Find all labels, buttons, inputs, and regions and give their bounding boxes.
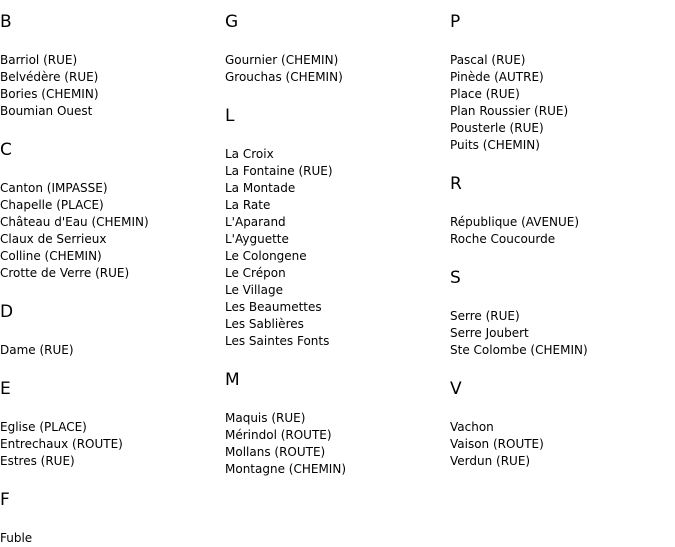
street-item: Château d'Eau (CHEMIN) — [0, 215, 149, 229]
street-item: Entrechaux (ROUTE) — [0, 437, 123, 451]
street-item: La Rate — [225, 198, 271, 212]
street-item: Mérindol (ROUTE) — [225, 428, 332, 442]
street-item: Pascal (RUE) — [450, 53, 526, 67]
street-item: Les Beaumettes — [225, 300, 322, 314]
street-item: Fuble — [0, 531, 33, 545]
street-item: Dame (RUE) — [0, 343, 74, 357]
street-item: Bories (CHEMIN) — [0, 87, 99, 101]
letter-group-d — [0, 302, 74, 359]
section-letter: S — [450, 268, 461, 288]
street-item: Les Sablières — [225, 317, 304, 331]
street-list — [0, 52, 99, 120]
street-item: Serre (RUE) — [450, 309, 520, 323]
section-letter: R — [450, 174, 462, 194]
section-letter: M — [225, 370, 240, 390]
letter-group-c — [0, 140, 149, 282]
street-item: L'Ayguette — [225, 232, 289, 246]
letter-group-l — [225, 106, 333, 350]
street-item: L'Aparand — [225, 215, 286, 229]
street-item: Claux de Serrieux — [0, 232, 107, 246]
section-letter: B — [0, 12, 12, 32]
street-item: Le Colongene — [225, 249, 307, 263]
street-list — [450, 52, 568, 154]
street-item: Chapelle (PLACE) — [0, 198, 104, 212]
street-item: Le Crépon — [225, 266, 286, 280]
section-letter: F — [0, 490, 10, 510]
street-item: Place (RUE) — [450, 87, 520, 101]
section-letter: V — [450, 379, 462, 399]
street-item: Eglise (PLACE) — [0, 420, 87, 434]
street-item: Barriol (RUE) — [0, 53, 78, 67]
street-item: Canton (IMPASSE) — [0, 181, 108, 195]
street-item: Belvédère (RUE) — [0, 70, 99, 84]
section-letter: L — [225, 106, 235, 126]
letter-group-m — [225, 370, 346, 478]
section-letter: C — [0, 140, 12, 160]
letter-group-g — [225, 12, 343, 86]
letter-group-s — [450, 268, 588, 359]
section-letter: G — [225, 12, 239, 32]
section-letter: D — [0, 302, 14, 322]
letter-group-r — [450, 174, 579, 248]
letter-group-p — [450, 12, 568, 154]
street-item: Mollans (ROUTE) — [225, 445, 326, 459]
street-item: La Montade — [225, 181, 296, 195]
street-item: Pousterle (RUE) — [450, 121, 544, 135]
street-item: Boumian Ouest — [0, 104, 93, 118]
street-list — [450, 214, 579, 248]
street-list — [0, 342, 74, 359]
street-item: Montagne (CHEMIN) — [225, 462, 346, 476]
street-list — [450, 419, 544, 470]
letter-group-b — [0, 12, 99, 120]
street-item: Serre Joubert — [450, 326, 529, 340]
street-list — [0, 419, 123, 470]
street-item: Grouchas (CHEMIN) — [225, 70, 343, 84]
street-list — [225, 410, 346, 478]
street-item: Verdun (RUE) — [450, 454, 531, 468]
street-item: Les Saintes Fonts — [225, 334, 330, 348]
street-item: Gournier (CHEMIN) — [225, 53, 339, 67]
street-list — [0, 530, 32, 547]
street-item: Roche Coucourde — [450, 232, 556, 246]
street-item: Estres (RUE) — [0, 454, 75, 468]
street-item: Vaison (ROUTE) — [450, 437, 544, 451]
street-list — [225, 146, 333, 350]
street-list — [450, 308, 588, 359]
street-item: Le Village — [225, 283, 283, 297]
street-list — [0, 180, 149, 282]
street-item: Crotte de Verre (RUE) — [0, 266, 130, 280]
street-list — [225, 52, 343, 86]
street-item: La Fontaine (RUE) — [225, 164, 333, 178]
street-item: République (AVENUE) — [450, 215, 580, 229]
section-letter: E — [0, 379, 11, 399]
street-item: La Croix — [225, 147, 274, 161]
street-item: Puits (CHEMIN) — [450, 138, 540, 152]
street-item: Ste Colombe (CHEMIN) — [450, 343, 588, 357]
street-item: Colline (CHEMIN) — [0, 249, 102, 263]
letter-group-e — [0, 379, 123, 470]
street-item: Plan Roussier (RUE) — [450, 104, 569, 118]
street-item: Pinède (AUTRE) — [450, 70, 544, 84]
letter-group-v — [450, 379, 544, 470]
section-letter: P — [450, 12, 461, 32]
street-item: Maquis (RUE) — [225, 411, 306, 425]
letter-group-f — [0, 490, 32, 547]
street-item: Vachon — [450, 420, 494, 434]
